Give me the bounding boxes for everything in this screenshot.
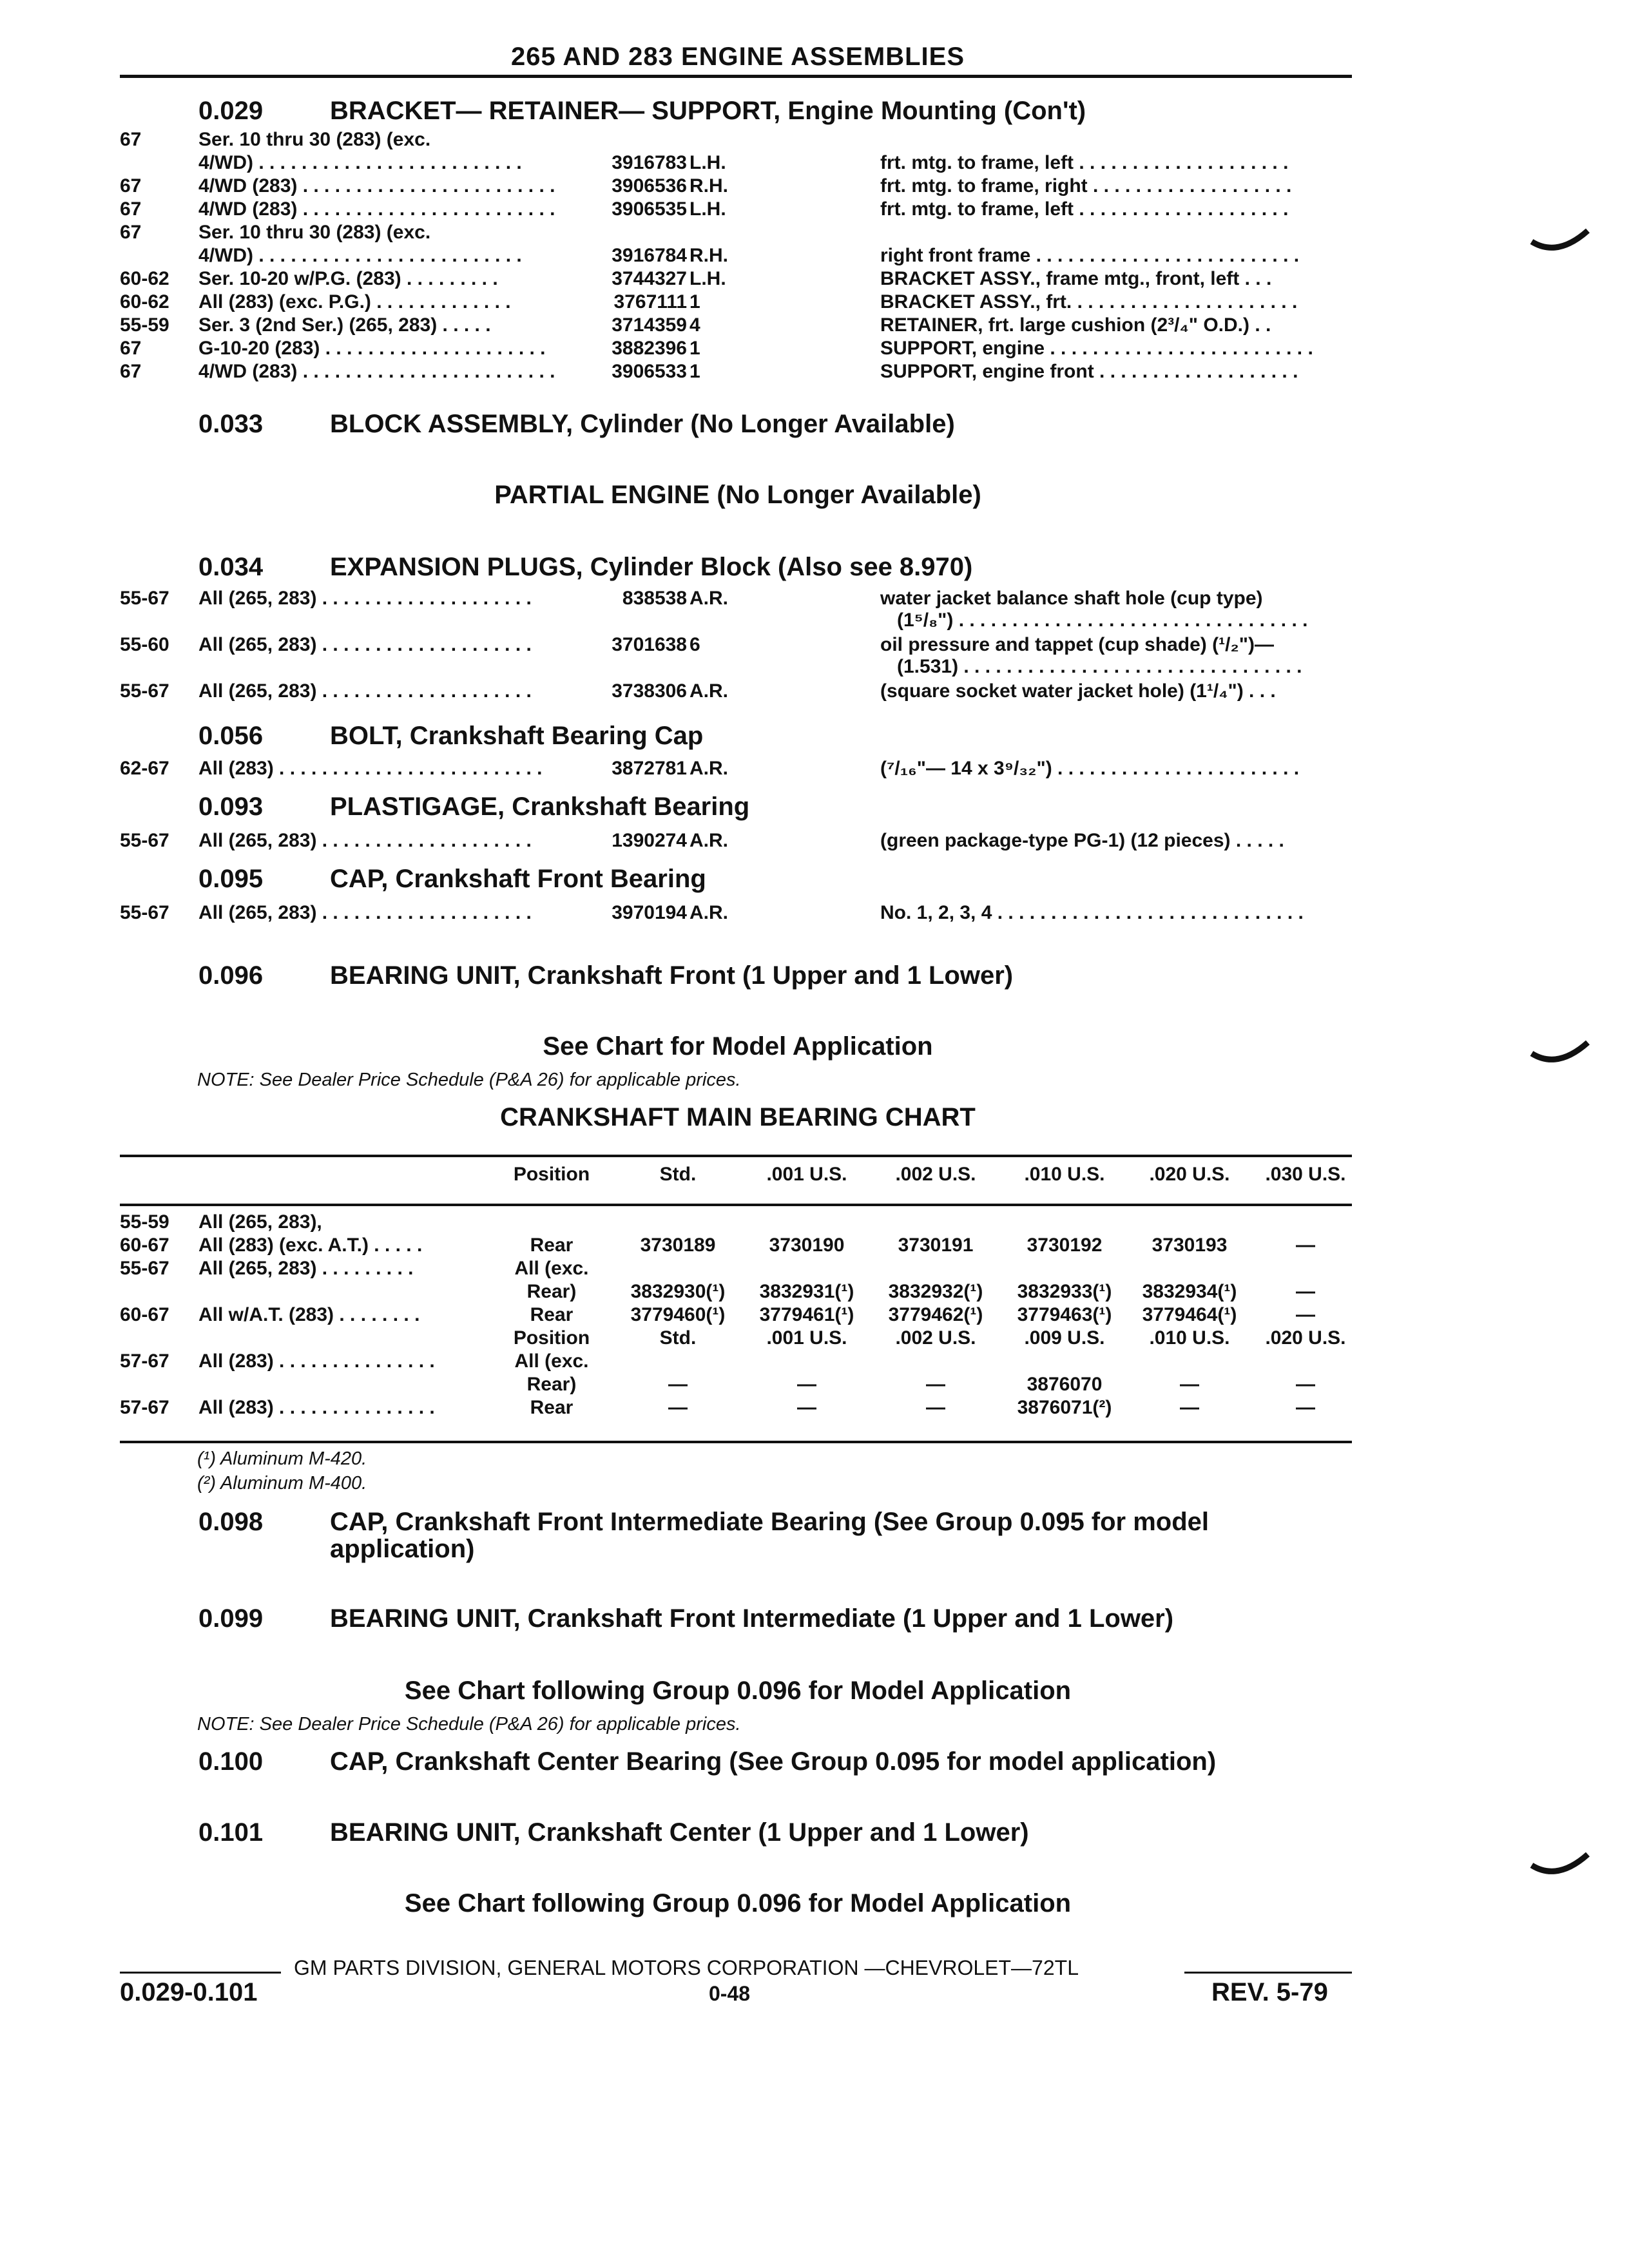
punch-mark-icon xyxy=(1528,1849,1593,1888)
part-number: 3916784 xyxy=(612,245,687,266)
chart-cell: — xyxy=(797,1374,816,1395)
col-header: .010 U.S. xyxy=(1149,1327,1230,1349)
group-title: CAP, Crankshaft Center Bearing (See Group 0.095 for model application) xyxy=(330,1747,1217,1776)
section-heading: PARTIAL ENGINE (No Longer Available) xyxy=(494,481,981,509)
group-title: EXPANSION PLUGS, Cylinder Block (Also see 8.970) xyxy=(330,553,973,581)
part-number: 3701638 xyxy=(612,634,687,655)
year: 57-67 xyxy=(120,1350,169,1372)
col-header: Std. xyxy=(659,1327,697,1349)
chart-row xyxy=(120,1304,1352,1327)
col-header: .010 U.S. xyxy=(1024,1164,1105,1185)
chart-cell: 3779463(¹) xyxy=(1017,1304,1112,1325)
see-chart-note: See Chart following Group 0.096 for Model Application xyxy=(404,1889,1072,1917)
group-code: 0.100 xyxy=(198,1747,264,1776)
chart-cell: 3730191 xyxy=(898,1235,974,1256)
model: All (265, 283) . . . . . . . . . . . . . . . . . . . . xyxy=(198,680,532,702)
chart-header-rule xyxy=(120,1204,1352,1206)
footer-rule-left xyxy=(120,1972,281,1974)
part-row xyxy=(120,222,1352,245)
year: 55-67 xyxy=(120,680,169,702)
year: 55-67 xyxy=(120,588,169,609)
chart-cell: 3832932(¹) xyxy=(888,1281,983,1302)
chart-cell: 3876070 xyxy=(1027,1374,1103,1395)
see-chart-note: See Chart following Group 0.096 for Model Application xyxy=(404,1677,1072,1705)
model: All (265, 283), xyxy=(198,1211,322,1233)
position: Rear xyxy=(530,1235,574,1256)
chart-cell: — xyxy=(926,1374,945,1395)
group-code: 0.096 xyxy=(198,961,264,990)
model: Ser. 10-20 w/P.G. (283) . . . . . . . . . xyxy=(198,268,498,289)
part-number: 3714359 xyxy=(612,314,687,336)
chart-cell: 3832934(¹) xyxy=(1142,1281,1237,1302)
quantity: 1 xyxy=(689,361,700,382)
model: All (283) . . . . . . . . . . . . . . . xyxy=(198,1350,435,1372)
model: 4/WD (283) . . . . . . . . . . . . . . . . . . . . . . . . xyxy=(198,175,555,197)
description: BRACKET ASSY., frame mtg., front, left . . . xyxy=(880,268,1272,289)
model: All (265, 283) . . . . . . . . . . . . . . . . . . . . xyxy=(198,588,532,609)
group-code: 0.099 xyxy=(198,1604,264,1633)
col-header: Std. xyxy=(659,1164,697,1185)
chart-cell: — xyxy=(1180,1397,1199,1418)
chart-subheader-row xyxy=(120,1327,1352,1350)
description: water jacket balance shaft hole (cup type) xyxy=(880,588,1263,609)
part-row xyxy=(120,129,1352,152)
group-title: BEARING UNIT, Crankshaft Center (1 Upper and 1 Lower) xyxy=(330,1818,1029,1847)
chart-cell: 3832931(¹) xyxy=(759,1281,854,1302)
part-row xyxy=(120,314,1352,338)
part-number: 3906536 xyxy=(612,175,687,197)
chart-cell: — xyxy=(1296,1235,1315,1256)
chart-cell: — xyxy=(1180,1374,1199,1395)
price-note: NOTE: See Dealer Price Schedule (P&A 26) for applicable prices. xyxy=(197,1070,741,1090)
col-header: .001 U.S. xyxy=(766,1164,847,1185)
part-row xyxy=(120,588,1352,611)
year: 67 xyxy=(120,361,142,382)
chart-cell: — xyxy=(1296,1397,1315,1418)
group-title: BOLT, Crankshaft Bearing Cap xyxy=(330,722,704,750)
model: All (283) (exc. A.T.) . . . . . xyxy=(198,1235,423,1256)
quantity: A.R. xyxy=(689,758,728,779)
part-number: 3882396 xyxy=(612,338,687,359)
chart-cell: 3730192 xyxy=(1027,1235,1103,1256)
model: All (265, 283) . . . . . . . . . . . . . . . . . . . . xyxy=(198,634,532,655)
part-row xyxy=(120,291,1352,314)
part-row xyxy=(120,338,1352,361)
year: 67 xyxy=(120,198,142,220)
col-header: .009 U.S. xyxy=(1024,1327,1105,1349)
chart-cell: — xyxy=(668,1397,688,1418)
group-code: 0.095 xyxy=(198,865,264,893)
part-number: 3767111 xyxy=(613,291,687,312)
year: 60-62 xyxy=(120,268,169,289)
group-title: CAP, Crankshaft Front Bearing xyxy=(330,865,706,893)
description: frt. mtg. to frame, left . . . . . . . . . . . . . . . . . . . . xyxy=(880,152,1289,173)
part-row xyxy=(120,680,1352,704)
position: All (exc. xyxy=(514,1350,589,1372)
chart-cell: — xyxy=(668,1374,688,1395)
chart-bottom-rule xyxy=(120,1441,1352,1443)
group-code: 0.056 xyxy=(198,722,264,750)
quantity: A.R. xyxy=(689,830,728,851)
part-number: 1390274 xyxy=(612,830,687,851)
chart-cell: — xyxy=(797,1397,816,1418)
part-number: 3744327 xyxy=(612,268,687,289)
part-number: 3970194 xyxy=(612,902,687,923)
model: Ser. 10 thru 30 (283) (exc. xyxy=(198,222,431,243)
description: SUPPORT, engine front . . . . . . . . . . . . . . . . . . . xyxy=(880,361,1298,382)
chart-row xyxy=(120,1281,1352,1304)
model: G-10-20 (283) . . . . . . . . . . . . . . . . . . . . . xyxy=(198,338,546,359)
part-row-continued xyxy=(120,656,1352,679)
description: (⁷/₁₆"— 14 x 3⁹/₃₂") . . . . . . . . . . . . . . . . . . . . . . . xyxy=(880,758,1300,779)
part-row xyxy=(120,902,1352,925)
col-header-position: Position xyxy=(513,1327,590,1349)
chart-header-row xyxy=(120,1164,1352,1187)
quantity: A.R. xyxy=(689,902,728,923)
description: RETAINER, frt. large cushion (2³/₄" O.D.) . . xyxy=(880,314,1271,336)
position: Rear) xyxy=(526,1374,577,1395)
chart-row xyxy=(120,1211,1352,1235)
quantity: L.H. xyxy=(689,152,726,173)
part-number: 838538 xyxy=(622,588,687,609)
year: 55-67 xyxy=(120,1258,169,1279)
description: SUPPORT, engine . . . . . . . . . . . . . . . . . . . . . . . . . xyxy=(880,338,1313,359)
part-number: 3906533 xyxy=(612,361,687,382)
model: Ser. 10 thru 30 (283) (exc. xyxy=(198,129,431,150)
chart-cell: 3832930(¹) xyxy=(630,1281,726,1302)
part-row xyxy=(120,758,1352,781)
col-header: .020 U.S. xyxy=(1265,1327,1346,1349)
chart-row xyxy=(120,1258,1352,1281)
model: Ser. 3 (2nd Ser.) (265, 283) . . . . . xyxy=(198,314,491,336)
description: No. 1, 2, 3, 4 . . . . . . . . . . . . . . . . . . . . . . . . . . . . . xyxy=(880,902,1304,923)
footer-range: 0.029-0.101 xyxy=(120,1978,258,2006)
quantity: A.R. xyxy=(689,680,728,702)
year: 57-67 xyxy=(120,1397,169,1418)
group-title: CAP, Crankshaft Front Intermediate Bearing (See Group 0.095 for model xyxy=(330,1508,1210,1536)
part-row xyxy=(120,198,1352,222)
year: 60-67 xyxy=(120,1235,169,1256)
page-title: 265 AND 283 ENGINE ASSEMBLIES xyxy=(510,43,965,71)
chart-cell: 3730193 xyxy=(1152,1235,1228,1256)
group-title: BRACKET— RETAINER— SUPPORT, Engine Mounting (Con't) xyxy=(330,97,1086,125)
chart-row xyxy=(120,1397,1352,1420)
chart-cell: — xyxy=(1296,1374,1315,1395)
year: 55-59 xyxy=(120,1211,169,1233)
model: 4/WD) . . . . . . . . . . . . . . . . . . . . . . . . . xyxy=(198,245,522,266)
chart-row xyxy=(120,1374,1352,1397)
year: 67 xyxy=(120,338,142,359)
model: All (283) . . . . . . . . . . . . . . . . . . . . . . . . . xyxy=(198,758,543,779)
description: BRACKET ASSY., frt. . . . . . . . . . . . . . . . . . . . . . xyxy=(880,291,1298,312)
col-header: .002 U.S. xyxy=(895,1164,976,1185)
chart-cell: 3779464(¹) xyxy=(1142,1304,1237,1325)
part-row xyxy=(120,175,1352,198)
group-title: BEARING UNIT, Crankshaft Front Intermediate (1 Upper and 1 Lower) xyxy=(330,1604,1174,1633)
year: 67 xyxy=(120,175,142,197)
col-header: .020 U.S. xyxy=(1149,1164,1230,1185)
footer-division: GM PARTS DIVISION, GENERAL MOTORS CORPORATION —CHEVROLET—72TL xyxy=(294,1956,1079,1979)
punch-mark-icon xyxy=(1528,1037,1593,1076)
part-row xyxy=(120,634,1352,657)
year: 55-60 xyxy=(120,634,169,655)
quantity: L.H. xyxy=(689,268,726,289)
chart-cell: — xyxy=(1296,1304,1315,1325)
quantity: 1 xyxy=(689,338,700,359)
chart-footnote: (¹) Aluminum M-420. xyxy=(197,1448,367,1469)
quantity: 6 xyxy=(689,634,700,655)
footer-revision: REV. 5-79 xyxy=(1211,1978,1328,2006)
year: 55-67 xyxy=(120,902,169,923)
year: 60-62 xyxy=(120,291,169,312)
model: All (265, 283) . . . . . . . . . . . . . . . . . . . . xyxy=(198,830,532,851)
footer-page-number: 0-48 xyxy=(709,1982,751,2005)
model: All (283) . . . . . . . . . . . . . . . xyxy=(198,1397,435,1418)
description: oil pressure and tappet (cup shade) (¹/₂")— xyxy=(880,634,1274,655)
part-row xyxy=(120,830,1352,853)
year: 62-67 xyxy=(120,758,169,779)
description: frt. mtg. to frame, right . . . . . . . . . . . . . . . . . . . xyxy=(880,175,1292,197)
description: frt. mtg. to frame, left . . . . . . . . . . . . . . . . . . . . xyxy=(880,198,1289,220)
punch-mark-icon xyxy=(1528,226,1593,264)
group-title-continued: application) xyxy=(330,1535,475,1563)
chart-cell: 3730189 xyxy=(640,1235,716,1256)
model: 4/WD (283) . . . . . . . . . . . . . . . . . . . . . . . . xyxy=(198,361,555,382)
chart-top-rule xyxy=(120,1155,1352,1157)
position: All (exc. xyxy=(514,1258,589,1279)
col-header: .030 U.S. xyxy=(1265,1164,1346,1185)
description-continued: (1⁵/₈") . . . . . . . . . . . . . . . . . . . . . . . . . . . . . . . . . xyxy=(897,610,1308,631)
group-title: BLOCK ASSEMBLY, Cylinder (No Longer Available) xyxy=(330,410,955,438)
chart-cell: 3876071(²) xyxy=(1017,1397,1112,1418)
part-number: 3738306 xyxy=(612,680,687,702)
col-header: .001 U.S. xyxy=(766,1327,847,1349)
quantity: L.H. xyxy=(689,198,726,220)
description: (square socket water jacket hole) (1¹/₄") . . . xyxy=(880,680,1276,702)
chart-cell: 3730190 xyxy=(769,1235,845,1256)
group-code: 0.029 xyxy=(198,97,264,125)
group-code: 0.098 xyxy=(198,1508,264,1536)
description: right front frame . . . . . . . . . . . . . . . . . . . . . . . . . xyxy=(880,245,1300,266)
position: Rear) xyxy=(526,1281,577,1302)
quantity: R.H. xyxy=(689,175,728,197)
description: (green package-type PG-1) (12 pieces) . . . . . xyxy=(880,830,1284,851)
part-number: 3916783 xyxy=(612,152,687,173)
year: 67 xyxy=(120,222,142,243)
year: 60-67 xyxy=(120,1304,169,1325)
part-number: 3872781 xyxy=(612,758,687,779)
chart-row xyxy=(120,1235,1352,1258)
chart-cell: 3779461(¹) xyxy=(759,1304,854,1325)
year: 55-59 xyxy=(120,314,169,336)
group-title: BEARING UNIT, Crankshaft Front (1 Upper and 1 Lower) xyxy=(330,961,1014,990)
see-chart-note: See Chart for Model Application xyxy=(543,1032,933,1061)
year: 55-67 xyxy=(120,830,169,851)
quantity: 1 xyxy=(689,291,700,312)
footer-rule-right xyxy=(1184,1972,1352,1974)
part-row xyxy=(120,152,1352,175)
group-code: 0.034 xyxy=(198,553,264,581)
part-row xyxy=(120,245,1352,268)
group-code: 0.093 xyxy=(198,793,264,821)
model: 4/WD) . . . . . . . . . . . . . . . . . . . . . . . . . xyxy=(198,152,522,173)
price-note: NOTE: See Dealer Price Schedule (P&A 26) for applicable prices. xyxy=(197,1714,741,1735)
group-code: 0.101 xyxy=(198,1818,264,1847)
col-header: .002 U.S. xyxy=(895,1327,976,1349)
part-row xyxy=(120,361,1352,384)
group-code: 0.033 xyxy=(198,410,264,438)
chart-title: CRANKSHAFT MAIN BEARING CHART xyxy=(500,1103,976,1131)
position: Rear xyxy=(530,1304,574,1325)
chart-cell: — xyxy=(1296,1281,1315,1302)
group-title: PLASTIGAGE, Crankshaft Bearing xyxy=(330,793,750,821)
part-row xyxy=(120,268,1352,291)
quantity: A.R. xyxy=(689,588,728,609)
part-number: 3906535 xyxy=(612,198,687,220)
header-rule xyxy=(120,75,1352,78)
description-continued: (1.531) . . . . . . . . . . . . . . . . . . . . . . . . . . . . . . . . xyxy=(897,656,1302,677)
col-header-position: Position xyxy=(513,1164,590,1185)
model: All (283) (exc. P.G.) . . . . . . . . . . . . . xyxy=(198,291,511,312)
chart-cell: 3779460(¹) xyxy=(630,1304,726,1325)
year: 67 xyxy=(120,129,142,150)
model: All (265, 283) . . . . . . . . . . . . . . . . . . . . xyxy=(198,902,532,923)
quantity: R.H. xyxy=(689,245,728,266)
model: 4/WD (283) . . . . . . . . . . . . . . . . . . . . . . . . xyxy=(198,198,555,220)
position: Rear xyxy=(530,1397,574,1418)
quantity: 4 xyxy=(689,314,700,336)
chart-cell: — xyxy=(926,1397,945,1418)
chart-footnote: (²) Aluminum M-400. xyxy=(197,1473,367,1494)
model: All w/A.T. (283) . . . . . . . . xyxy=(198,1304,420,1325)
part-row-continued xyxy=(120,610,1352,633)
model: All (265, 283) . . . . . . . . . xyxy=(198,1258,414,1279)
chart-cell: 3779462(¹) xyxy=(888,1304,983,1325)
chart-row xyxy=(120,1350,1352,1374)
chart-cell: 3832933(¹) xyxy=(1017,1281,1112,1302)
